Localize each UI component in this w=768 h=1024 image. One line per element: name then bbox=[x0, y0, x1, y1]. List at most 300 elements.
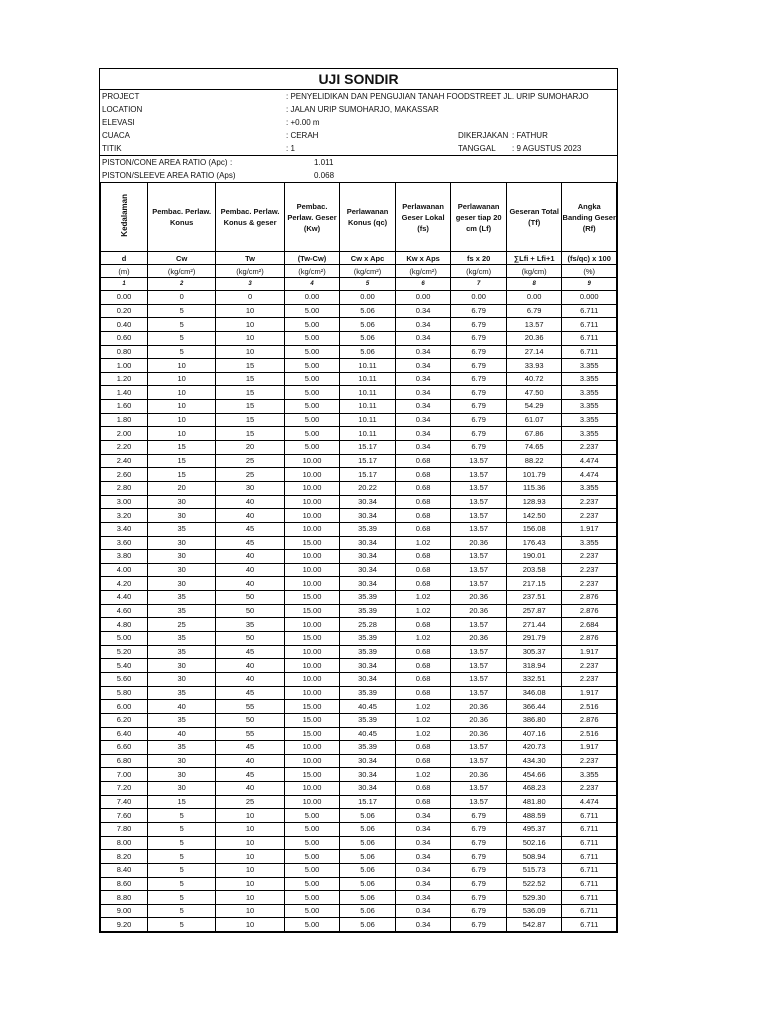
titik-value: : 1 bbox=[286, 144, 295, 153]
sheet-title: UJI SONDIR bbox=[100, 69, 617, 90]
cell-depth: 8.20 bbox=[101, 850, 148, 864]
cell-kw: 5.00 bbox=[284, 304, 340, 318]
table-row bbox=[101, 672, 617, 686]
cell-lf: 6.79 bbox=[451, 809, 507, 823]
cell-rf: 2.237 bbox=[562, 563, 617, 577]
cell-rf: 3.355 bbox=[562, 372, 617, 386]
cell-fs: 0.68 bbox=[395, 782, 451, 796]
col-header-kedalaman: Kedalaman bbox=[101, 183, 148, 252]
cell-depth: 4.60 bbox=[101, 604, 148, 618]
cell-cw: 5 bbox=[148, 331, 216, 345]
cell-depth: 4.80 bbox=[101, 618, 148, 632]
cell-tf: 0.00 bbox=[506, 291, 562, 305]
cell-tw: 10 bbox=[216, 904, 284, 918]
cell-fs: 0.68 bbox=[395, 481, 451, 495]
cell-lf: 20.36 bbox=[451, 604, 507, 618]
cell-qc: 5.06 bbox=[340, 918, 396, 932]
cell-qc: 5.06 bbox=[340, 863, 396, 877]
cell-cw: 5 bbox=[148, 822, 216, 836]
cell-rf: 3.355 bbox=[562, 400, 617, 414]
cell-cw: 30 bbox=[148, 509, 216, 523]
sondir-table bbox=[100, 182, 617, 932]
cell-qc: 10.11 bbox=[340, 400, 396, 414]
cell-tf: 468.23 bbox=[506, 782, 562, 796]
cell-fs: 0.34 bbox=[395, 918, 451, 932]
project-label: PROJECT bbox=[102, 92, 140, 101]
cell-qc: 5.06 bbox=[340, 877, 396, 891]
cell-rf: 4.474 bbox=[562, 468, 617, 482]
cell-depth: 7.00 bbox=[101, 768, 148, 782]
cell-rf: 3.355 bbox=[562, 413, 617, 427]
cell-depth: 2.00 bbox=[101, 427, 148, 441]
cell-tf: 536.09 bbox=[506, 904, 562, 918]
cell-depth: 4.20 bbox=[101, 577, 148, 591]
info-row-cuaca bbox=[100, 129, 617, 142]
colnum-2: 2 bbox=[148, 278, 216, 291]
dikerjakan-value: : FATHUR bbox=[512, 131, 548, 140]
cell-tw: 55 bbox=[216, 700, 284, 714]
cell-lf: 0.00 bbox=[451, 291, 507, 305]
cell-lf: 20.36 bbox=[451, 632, 507, 646]
cell-fs: 0.34 bbox=[395, 904, 451, 918]
cell-cw: 15 bbox=[148, 468, 216, 482]
cell-depth: 5.60 bbox=[101, 672, 148, 686]
table-row bbox=[101, 604, 617, 618]
cell-rf: 6.711 bbox=[562, 318, 617, 332]
cell-cw: 40 bbox=[148, 700, 216, 714]
table-row bbox=[101, 427, 617, 441]
cell-fs: 0.34 bbox=[395, 372, 451, 386]
cell-qc: 10.11 bbox=[340, 372, 396, 386]
col-header-cw: Pembac. Perlaw. Konus bbox=[148, 183, 216, 252]
formula-tw: Tw bbox=[216, 252, 284, 265]
cell-kw: 10.00 bbox=[284, 495, 340, 509]
cell-lf: 6.79 bbox=[451, 427, 507, 441]
table-row bbox=[101, 918, 617, 932]
cell-rf: 6.711 bbox=[562, 345, 617, 359]
cell-qc: 5.06 bbox=[340, 809, 396, 823]
cell-lf: 6.79 bbox=[451, 386, 507, 400]
cell-tf: 529.30 bbox=[506, 891, 562, 905]
cell-tw: 20 bbox=[216, 441, 284, 455]
cell-depth: 1.60 bbox=[101, 400, 148, 414]
cell-kw: 5.00 bbox=[284, 904, 340, 918]
cell-fs: 0.68 bbox=[395, 686, 451, 700]
formula-kw: (Tw-Cw) bbox=[284, 252, 340, 265]
table-row bbox=[101, 863, 617, 877]
cell-tw: 10 bbox=[216, 331, 284, 345]
cell-kw: 5.00 bbox=[284, 891, 340, 905]
cell-tw: 15 bbox=[216, 372, 284, 386]
cell-qc: 30.34 bbox=[340, 563, 396, 577]
cell-qc: 0.00 bbox=[340, 291, 396, 305]
cell-cw: 30 bbox=[148, 659, 216, 673]
cell-cw: 30 bbox=[148, 577, 216, 591]
cell-cw: 5 bbox=[148, 318, 216, 332]
cell-kw: 15.00 bbox=[284, 632, 340, 646]
cell-tf: 488.59 bbox=[506, 809, 562, 823]
cell-lf: 13.57 bbox=[451, 454, 507, 468]
cell-lf: 13.57 bbox=[451, 495, 507, 509]
cell-tf: 420.73 bbox=[506, 741, 562, 755]
cell-tf: 74.65 bbox=[506, 441, 562, 455]
table-row bbox=[101, 686, 617, 700]
cell-depth: 0.00 bbox=[101, 291, 148, 305]
cell-fs: 1.02 bbox=[395, 768, 451, 782]
cell-tw: 45 bbox=[216, 645, 284, 659]
cell-fs: 0.68 bbox=[395, 672, 451, 686]
cell-kw: 5.00 bbox=[284, 877, 340, 891]
header-row-names bbox=[101, 183, 617, 252]
cell-fs: 0.34 bbox=[395, 441, 451, 455]
cell-cw: 5 bbox=[148, 891, 216, 905]
cell-qc: 35.39 bbox=[340, 686, 396, 700]
table-row bbox=[101, 318, 617, 332]
cell-tf: 522.52 bbox=[506, 877, 562, 891]
cell-rf: 2.876 bbox=[562, 713, 617, 727]
cell-fs: 0.34 bbox=[395, 822, 451, 836]
unit-tf: (kg/cm) bbox=[506, 265, 562, 278]
cell-depth: 3.20 bbox=[101, 509, 148, 523]
table-row bbox=[101, 891, 617, 905]
cell-kw: 10.00 bbox=[284, 522, 340, 536]
cell-qc: 30.34 bbox=[340, 782, 396, 796]
cell-qc: 35.39 bbox=[340, 522, 396, 536]
cell-cw: 5 bbox=[148, 345, 216, 359]
cell-lf: 13.57 bbox=[451, 754, 507, 768]
cell-cw: 35 bbox=[148, 632, 216, 646]
cell-depth: 1.80 bbox=[101, 413, 148, 427]
cell-cw: 25 bbox=[148, 618, 216, 632]
cell-qc: 5.06 bbox=[340, 904, 396, 918]
cell-qc: 15.17 bbox=[340, 441, 396, 455]
table-row bbox=[101, 372, 617, 386]
cell-tw: 40 bbox=[216, 509, 284, 523]
table-row bbox=[101, 795, 617, 809]
cell-tw: 10 bbox=[216, 822, 284, 836]
cell-cw: 30 bbox=[148, 536, 216, 550]
cell-cw: 10 bbox=[148, 372, 216, 386]
cell-fs: 1.02 bbox=[395, 727, 451, 741]
cell-rf: 6.711 bbox=[562, 904, 617, 918]
cell-tw: 10 bbox=[216, 863, 284, 877]
cell-tf: 61.07 bbox=[506, 413, 562, 427]
location-value: : JALAN URIP SUMOHARJO, MAKASSAR bbox=[286, 105, 439, 114]
cell-depth: 6.40 bbox=[101, 727, 148, 741]
unit-kw: (kg/cm²) bbox=[284, 265, 340, 278]
cell-kw: 15.00 bbox=[284, 604, 340, 618]
cell-fs: 0.34 bbox=[395, 318, 451, 332]
cell-lf: 6.79 bbox=[451, 318, 507, 332]
cell-rf: 3.355 bbox=[562, 768, 617, 782]
cell-kw: 10.00 bbox=[284, 550, 340, 564]
col-header-tf: Geseran Total (Tf) bbox=[506, 183, 562, 252]
cell-lf: 6.79 bbox=[451, 891, 507, 905]
cell-rf: 2.876 bbox=[562, 591, 617, 605]
cell-depth: 9.20 bbox=[101, 918, 148, 932]
cell-tf: 407.16 bbox=[506, 727, 562, 741]
unit-d: (m) bbox=[101, 265, 148, 278]
cell-qc: 5.06 bbox=[340, 891, 396, 905]
cell-qc: 15.17 bbox=[340, 795, 396, 809]
cone-ratio-label: PISTON/CONE AREA RATIO (Apc) bbox=[102, 158, 228, 167]
cell-depth: 2.60 bbox=[101, 468, 148, 482]
unit-rf: (%) bbox=[562, 265, 617, 278]
cell-tf: 67.86 bbox=[506, 427, 562, 441]
cell-cw: 5 bbox=[148, 877, 216, 891]
cell-tf: 291.79 bbox=[506, 632, 562, 646]
cell-kw: 5.00 bbox=[284, 863, 340, 877]
formula-fs: Kw x Aps bbox=[395, 252, 451, 265]
cell-qc: 5.06 bbox=[340, 331, 396, 345]
colnum-3: 3 bbox=[216, 278, 284, 291]
cell-lf: 6.79 bbox=[451, 413, 507, 427]
table-row bbox=[101, 441, 617, 455]
cell-depth: 2.80 bbox=[101, 481, 148, 495]
info-row-elevasi bbox=[100, 116, 617, 129]
cell-cw: 30 bbox=[148, 495, 216, 509]
cell-depth: 7.20 bbox=[101, 782, 148, 796]
cell-rf: 1.917 bbox=[562, 686, 617, 700]
cell-rf: 6.711 bbox=[562, 836, 617, 850]
table-row bbox=[101, 481, 617, 495]
cell-kw: 15.00 bbox=[284, 591, 340, 605]
cell-tw: 15 bbox=[216, 413, 284, 427]
cell-tw: 30 bbox=[216, 481, 284, 495]
data-body bbox=[101, 291, 617, 932]
cell-tf: 434.30 bbox=[506, 754, 562, 768]
cell-tf: 318.94 bbox=[506, 659, 562, 673]
cell-depth: 2.20 bbox=[101, 441, 148, 455]
table-row bbox=[101, 904, 617, 918]
project-value: : PENYELIDIKAN DAN PENGUJIAN TANAH FOODSTREET JL. URIP SUMOHARJO bbox=[286, 92, 589, 101]
unit-fs: (kg/cm²) bbox=[395, 265, 451, 278]
cell-lf: 13.57 bbox=[451, 468, 507, 482]
cell-cw: 30 bbox=[148, 672, 216, 686]
cell-tf: 33.93 bbox=[506, 359, 562, 373]
cell-fs: 0.68 bbox=[395, 741, 451, 755]
cell-fs: 0.68 bbox=[395, 454, 451, 468]
cell-lf: 6.79 bbox=[451, 400, 507, 414]
cell-tf: 271.44 bbox=[506, 618, 562, 632]
col-header-kw: Pembac. Perlaw. Geser (Kw) bbox=[284, 183, 340, 252]
cell-rf: 6.711 bbox=[562, 863, 617, 877]
cell-fs: 0.34 bbox=[395, 400, 451, 414]
colnum-4: 4 bbox=[284, 278, 340, 291]
cell-rf: 6.711 bbox=[562, 877, 617, 891]
formula-rf: (fs/qc) x 100 bbox=[562, 252, 617, 265]
cell-lf: 13.57 bbox=[451, 672, 507, 686]
cell-qc: 5.06 bbox=[340, 836, 396, 850]
cell-depth: 0.80 bbox=[101, 345, 148, 359]
table-row bbox=[101, 345, 617, 359]
cell-fs: 0.34 bbox=[395, 386, 451, 400]
cell-cw: 5 bbox=[148, 918, 216, 932]
cell-rf: 3.355 bbox=[562, 386, 617, 400]
cell-fs: 0.68 bbox=[395, 795, 451, 809]
col-header-qc: Perlawanan Konus (qc) bbox=[340, 183, 396, 252]
cell-qc: 40.45 bbox=[340, 700, 396, 714]
cell-fs: 0.34 bbox=[395, 850, 451, 864]
cell-qc: 30.34 bbox=[340, 672, 396, 686]
cell-tf: 20.36 bbox=[506, 331, 562, 345]
cuaca-label: CUACA bbox=[102, 131, 131, 140]
cell-tw: 15 bbox=[216, 386, 284, 400]
table-row bbox=[101, 291, 617, 305]
cell-rf: 2.237 bbox=[562, 509, 617, 523]
tanggal-label: TANGGAL bbox=[458, 144, 496, 153]
cell-cw: 5 bbox=[148, 850, 216, 864]
cell-qc: 5.06 bbox=[340, 345, 396, 359]
cell-depth: 6.60 bbox=[101, 741, 148, 755]
cell-kw: 10.00 bbox=[284, 672, 340, 686]
cell-depth: 0.60 bbox=[101, 331, 148, 345]
cell-lf: 6.79 bbox=[451, 822, 507, 836]
cell-cw: 40 bbox=[148, 727, 216, 741]
cell-tw: 0 bbox=[216, 291, 284, 305]
cell-lf: 6.79 bbox=[451, 863, 507, 877]
cell-depth: 6.20 bbox=[101, 713, 148, 727]
cell-depth: 8.80 bbox=[101, 891, 148, 905]
tanggal-value: : 9 AGUSTUS 2023 bbox=[512, 144, 582, 153]
colnum-8: 8 bbox=[506, 278, 562, 291]
cell-tw: 40 bbox=[216, 577, 284, 591]
cell-kw: 10.00 bbox=[284, 686, 340, 700]
cell-kw: 10.00 bbox=[284, 782, 340, 796]
cell-lf: 13.57 bbox=[451, 795, 507, 809]
cell-depth: 8.60 bbox=[101, 877, 148, 891]
cell-rf: 2.684 bbox=[562, 618, 617, 632]
cell-lf: 13.57 bbox=[451, 782, 507, 796]
cell-qc: 5.06 bbox=[340, 822, 396, 836]
table-row bbox=[101, 359, 617, 373]
cell-qc: 30.34 bbox=[340, 768, 396, 782]
col-header-fs: Perlawanan Geser Lokal (fs) bbox=[395, 183, 451, 252]
cell-tw: 50 bbox=[216, 591, 284, 605]
cell-tf: 47.50 bbox=[506, 386, 562, 400]
cell-tw: 15 bbox=[216, 427, 284, 441]
cell-cw: 5 bbox=[148, 304, 216, 318]
col-header-tw: Pembac. Perlaw. Konus & geser bbox=[216, 183, 284, 252]
cuaca-value: : CERAH bbox=[286, 131, 319, 140]
header-row-formulas bbox=[101, 252, 617, 265]
cell-qc: 25.28 bbox=[340, 618, 396, 632]
unit-qc: (kg/cm²) bbox=[340, 265, 396, 278]
cell-tw: 50 bbox=[216, 713, 284, 727]
colnum-1: 1 bbox=[101, 278, 148, 291]
cell-depth: 8.00 bbox=[101, 836, 148, 850]
cell-tf: 217.15 bbox=[506, 577, 562, 591]
cell-fs: 1.02 bbox=[395, 713, 451, 727]
cell-tf: 366.44 bbox=[506, 700, 562, 714]
cell-tw: 40 bbox=[216, 659, 284, 673]
cell-tw: 10 bbox=[216, 809, 284, 823]
table-row bbox=[101, 836, 617, 850]
cell-lf: 13.57 bbox=[451, 522, 507, 536]
cell-lf: 6.79 bbox=[451, 836, 507, 850]
cell-tf: 386.80 bbox=[506, 713, 562, 727]
sleeve-ratio-row bbox=[100, 169, 617, 182]
cell-kw: 10.00 bbox=[284, 577, 340, 591]
cell-tw: 45 bbox=[216, 768, 284, 782]
cell-fs: 0.68 bbox=[395, 495, 451, 509]
unit-cw: (kg/cm²) bbox=[148, 265, 216, 278]
cell-cw: 35 bbox=[148, 686, 216, 700]
cell-depth: 0.40 bbox=[101, 318, 148, 332]
cell-lf: 20.36 bbox=[451, 727, 507, 741]
table-row bbox=[101, 822, 617, 836]
cell-qc: 35.39 bbox=[340, 713, 396, 727]
formula-cw: Cw bbox=[148, 252, 216, 265]
cell-kw: 5.00 bbox=[284, 850, 340, 864]
cell-kw: 5.00 bbox=[284, 441, 340, 455]
cell-kw: 15.00 bbox=[284, 700, 340, 714]
cell-qc: 10.11 bbox=[340, 386, 396, 400]
cell-depth: 5.80 bbox=[101, 686, 148, 700]
cell-tw: 10 bbox=[216, 318, 284, 332]
table-row bbox=[101, 632, 617, 646]
table-row bbox=[101, 591, 617, 605]
table-row bbox=[101, 304, 617, 318]
cell-qc: 35.39 bbox=[340, 632, 396, 646]
cell-lf: 6.79 bbox=[451, 372, 507, 386]
cell-lf: 6.79 bbox=[451, 918, 507, 932]
cell-rf: 2.237 bbox=[562, 754, 617, 768]
cell-kw: 10.00 bbox=[284, 754, 340, 768]
cell-kw: 10.00 bbox=[284, 454, 340, 468]
cell-depth: 6.80 bbox=[101, 754, 148, 768]
cell-rf: 3.355 bbox=[562, 481, 617, 495]
cell-rf: 4.474 bbox=[562, 795, 617, 809]
cell-tf: 481.80 bbox=[506, 795, 562, 809]
cell-lf: 6.79 bbox=[451, 877, 507, 891]
cell-lf: 13.57 bbox=[451, 550, 507, 564]
table-row bbox=[101, 700, 617, 714]
colnum-6: 6 bbox=[395, 278, 451, 291]
table-row bbox=[101, 550, 617, 564]
cell-fs: 1.02 bbox=[395, 536, 451, 550]
unit-tw: (kg/cm²) bbox=[216, 265, 284, 278]
cell-tw: 10 bbox=[216, 345, 284, 359]
cell-fs: 0.34 bbox=[395, 427, 451, 441]
cell-tw: 45 bbox=[216, 686, 284, 700]
cell-fs: 0.34 bbox=[395, 359, 451, 373]
cell-lf: 20.36 bbox=[451, 713, 507, 727]
cell-tf: 332.51 bbox=[506, 672, 562, 686]
cell-cw: 15 bbox=[148, 795, 216, 809]
cell-fs: 1.02 bbox=[395, 700, 451, 714]
cell-tf: 454.66 bbox=[506, 768, 562, 782]
cell-fs: 0.34 bbox=[395, 863, 451, 877]
cell-qc: 5.06 bbox=[340, 304, 396, 318]
cell-lf: 20.36 bbox=[451, 768, 507, 782]
cell-tw: 10 bbox=[216, 304, 284, 318]
cell-cw: 10 bbox=[148, 427, 216, 441]
cell-kw: 15.00 bbox=[284, 768, 340, 782]
cell-kw: 5.00 bbox=[284, 400, 340, 414]
cell-lf: 6.79 bbox=[451, 850, 507, 864]
cell-lf: 13.57 bbox=[451, 659, 507, 673]
cell-fs: 1.02 bbox=[395, 632, 451, 646]
cell-cw: 35 bbox=[148, 604, 216, 618]
cell-tw: 10 bbox=[216, 850, 284, 864]
cell-lf: 6.79 bbox=[451, 304, 507, 318]
cell-tf: 156.08 bbox=[506, 522, 562, 536]
cell-cw: 15 bbox=[148, 454, 216, 468]
cell-tf: 515.73 bbox=[506, 863, 562, 877]
table-row bbox=[101, 877, 617, 891]
cell-qc: 15.17 bbox=[340, 468, 396, 482]
